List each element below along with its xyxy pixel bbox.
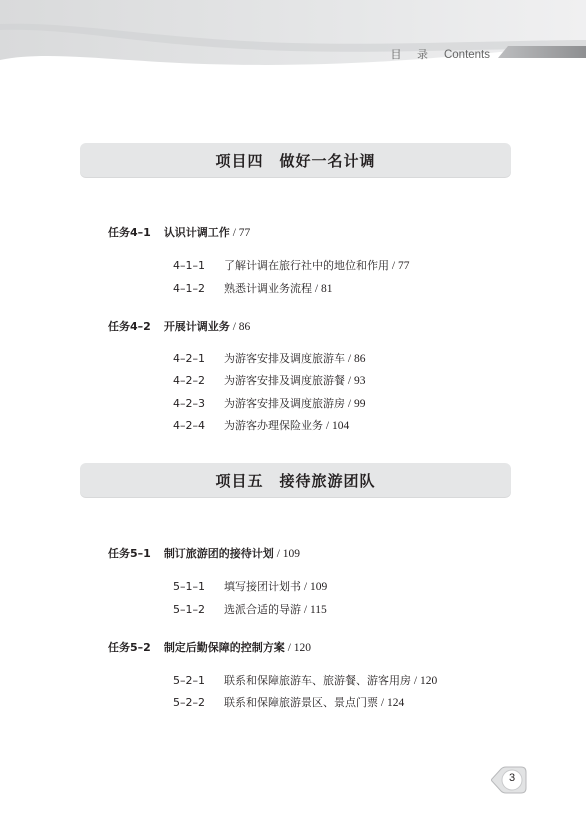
task-code: 任务4–1 bbox=[108, 226, 151, 239]
toc-task-4-1[interactable] bbox=[108, 224, 250, 240]
subtask-page: / 93 bbox=[345, 375, 366, 387]
task-title: 认识计调工作 bbox=[163, 226, 230, 239]
section-heading-project-4 bbox=[80, 143, 511, 177]
task-page: / 77 bbox=[229, 227, 251, 239]
header-band bbox=[0, 0, 586, 90]
subtask-title: 熟悉计调业务流程 bbox=[224, 282, 312, 295]
task-title: 开展计调业务 bbox=[163, 320, 230, 333]
subtask-page: / 99 bbox=[345, 398, 366, 410]
header-title-cn: 目 录 bbox=[390, 48, 434, 61]
subtask-code: 4–2–2 bbox=[173, 374, 205, 387]
task-title: 制定后勤保障的控制方案 bbox=[163, 641, 285, 654]
subtask-code: 4–2–1 bbox=[173, 352, 205, 365]
subtask-code: 5–1–2 bbox=[173, 603, 205, 616]
toc-task-5-2[interactable] bbox=[108, 639, 311, 655]
toc-subtask-4-2-2[interactable] bbox=[173, 372, 365, 388]
subtask-page: / 77 bbox=[389, 260, 410, 272]
toc-subtask-4-1-2[interactable] bbox=[173, 280, 332, 296]
subtask-title: 为游客办理保险业务 bbox=[224, 419, 323, 432]
toc-task-4-2[interactable] bbox=[108, 318, 250, 334]
toc-subtask-4-2-1[interactable] bbox=[173, 350, 365, 366]
subtask-title: 为游客安排及调度旅游车 bbox=[224, 352, 345, 365]
toc-task-5-1[interactable] bbox=[108, 545, 300, 561]
task-code: 任务5–1 bbox=[108, 547, 151, 560]
toc-subtask-5-2-1[interactable] bbox=[173, 672, 437, 688]
running-header bbox=[390, 46, 490, 62]
task-code: 任务5–2 bbox=[108, 641, 151, 654]
subtask-code: 4–2–3 bbox=[173, 397, 205, 410]
subtask-title: 选派合适的导游 bbox=[224, 603, 301, 616]
task-title: 制订旅游团的接待计划 bbox=[163, 547, 274, 560]
task-page: / 109 bbox=[273, 548, 301, 560]
subtask-code: 4–1–2 bbox=[173, 282, 205, 295]
subtask-title: 为游客安排及调度旅游房 bbox=[224, 397, 345, 410]
toc-subtask-4-2-4[interactable] bbox=[173, 417, 349, 433]
section-heading-project-5 bbox=[80, 463, 511, 497]
subtask-code: 5–2–1 bbox=[173, 674, 205, 687]
subtask-title: 联系和保障旅游景区、景点门票 bbox=[224, 696, 378, 709]
task-code: 任务4–2 bbox=[108, 320, 151, 333]
task-page: / 120 bbox=[284, 642, 312, 654]
subtask-code: 4–2–4 bbox=[173, 419, 205, 432]
subtask-code: 5–1–1 bbox=[173, 580, 205, 593]
toc-subtask-5-1-2[interactable] bbox=[173, 601, 327, 617]
section-title: 项目四 做好一名计调 bbox=[215, 151, 376, 170]
subtask-page: / 86 bbox=[345, 353, 366, 365]
toc-subtask-5-2-2[interactable] bbox=[173, 694, 404, 710]
page-number: 3 bbox=[508, 772, 516, 784]
subtask-page: / 81 bbox=[312, 283, 333, 295]
subtask-page: / 115 bbox=[301, 604, 327, 616]
toc-subtask-4-2-3[interactable] bbox=[173, 395, 365, 411]
subtask-page: / 109 bbox=[301, 581, 328, 593]
section-title: 项目五 接待旅游团队 bbox=[215, 471, 376, 490]
toc-subtask-5-1-1[interactable] bbox=[173, 578, 327, 594]
subtask-page: / 120 bbox=[411, 675, 438, 687]
subtask-title: 为游客安排及调度旅游餐 bbox=[224, 374, 345, 387]
subtask-title: 联系和保障旅游车、旅游餐、游客用房 bbox=[224, 674, 411, 687]
subtask-page: / 124 bbox=[378, 697, 405, 709]
subtask-title: 填写接团计划书 bbox=[224, 580, 301, 593]
subtask-title: 了解计调在旅行社中的地位和作用 bbox=[224, 259, 389, 272]
header-title-en: Contents bbox=[443, 49, 490, 61]
subtask-code: 5–2–2 bbox=[173, 696, 205, 709]
subtask-code: 4–1–1 bbox=[173, 259, 205, 272]
toc-subtask-4-1-1[interactable] bbox=[173, 257, 409, 273]
subtask-page: / 104 bbox=[323, 420, 350, 432]
task-page: / 86 bbox=[229, 321, 251, 333]
